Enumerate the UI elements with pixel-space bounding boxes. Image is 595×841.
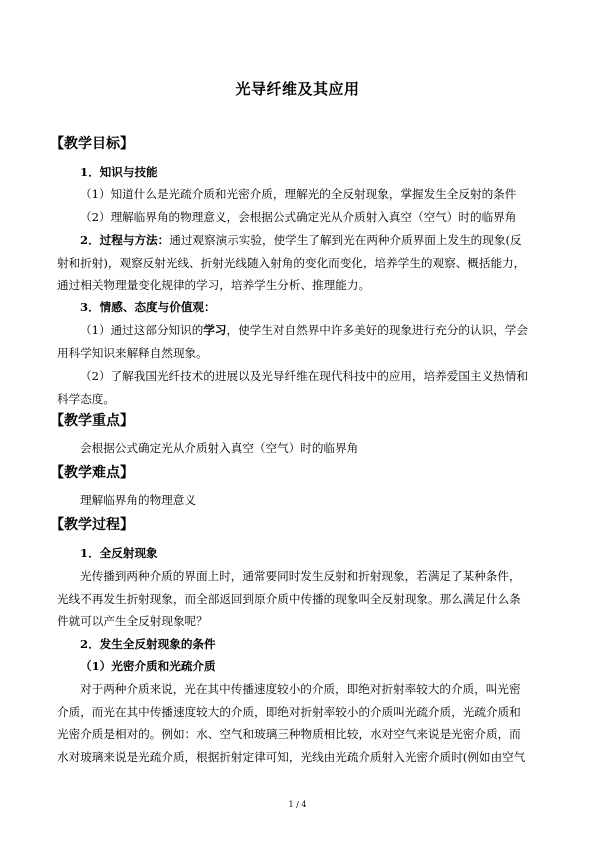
goal-emotion-line-3: （2）了解我国光纤技术的进展以及光导纤维在现代科技中的应用，培养爱国主义热情和 (80, 369, 528, 383)
process-text-line-1: 光传播到两种介质的界面上时，通常要同时发生反射和折射现象，若满足了某种条件， (80, 569, 521, 583)
goal-emotion-text-c: ，使学生对自然界中许多美好的现象进行充分的认识，学会 (226, 323, 528, 337)
goal-emotion-text-a: （1）通过这部分知识的 (80, 323, 204, 337)
goal-process-line-3: 通过相关物理量变化规律的学习，培养学生分析、推理能力。 (57, 278, 371, 292)
media-text-line-3: 光密介质是相对的。例如：水、空气和玻璃三种物质相比较，水对空气来说是光密介质，而 (57, 727, 521, 741)
media-text-line-1: 对于两种介质来说，光在其中传播速度较小的介质，即绝对折射率较大的介质，叫光密 (80, 682, 521, 696)
key-point-text: 会根据公式确定光从介质射入真空（空气）时的临界角 (80, 441, 359, 455)
document-title: 光导纤维及其应用 (235, 80, 360, 98)
subheading-emotion-values: 3．情感、态度与价值观： (80, 300, 216, 314)
goal-process-line-1 (80, 233, 522, 247)
goal-process-text-1: 通过观察演示实验，使学生了解到光在两种介质界面上发生的现象(反 (169, 233, 522, 247)
section-heading-difficulty: 【教学难点】 (50, 465, 134, 481)
media-text-line-4: 水对玻璃来说是光疏介质，根据折射定律可知，光线由光疏介质射入光密介质时(例如由空气 (57, 750, 526, 764)
goal-emotion-line-2: 用科学知识来解释自然现象。 (57, 346, 208, 360)
subheading-conditions: 2．发生全反射现象的条件 (80, 637, 216, 651)
page-number: 1 / 4 (288, 800, 307, 809)
process-text-line-3: 件就可以产生全反射现象呢？ (57, 614, 208, 628)
goal-process-line-2: 射和折射)，观察反射光线、折射光线随入射角的变化而变化，培养学生的观察、概括能力， (57, 256, 526, 270)
subheading-total-reflection: 1．全反射现象 (80, 546, 158, 560)
goal-knowledge-1: （1）知道什么是光疏介质和光密介质，理解光的全反射现象，掌握发生全反射的条件 (80, 187, 517, 201)
section-heading-key-points: 【教学重点】 (50, 413, 134, 429)
subheading-process-method: 2．过程与方法： (80, 233, 170, 247)
process-text-line-2: 光线不再发生折射现象，而全部返回到原介质中传播的现象叫全反射现象。那么满足什么条 (57, 592, 521, 606)
subheading-knowledge-skills: 1．知识与技能 (80, 165, 158, 179)
section-heading-process: 【教学过程】 (50, 517, 134, 533)
goal-emotion-line-1 (80, 323, 528, 337)
goal-emotion-bold-word: 学习 (203, 323, 227, 337)
difficulty-text: 理解临界角的物理意义 (80, 493, 196, 507)
subheading-dense-sparse-media: （1）光密介质和光疏介质 (80, 659, 216, 673)
goal-emotion-line-4: 科学态度。 (57, 392, 115, 406)
goal-knowledge-2: （2）理解临界角的物理意义，会根据公式确定光从介质射入真空（空气）时的临界角 (80, 210, 517, 224)
section-heading-goals: 【教学目标】 (50, 136, 134, 152)
media-text-line-2: 介质，而光在其中传播速度较大的介质，即绝对折射率较小的介质叫光疏介质，光疏介质和 (57, 705, 521, 719)
